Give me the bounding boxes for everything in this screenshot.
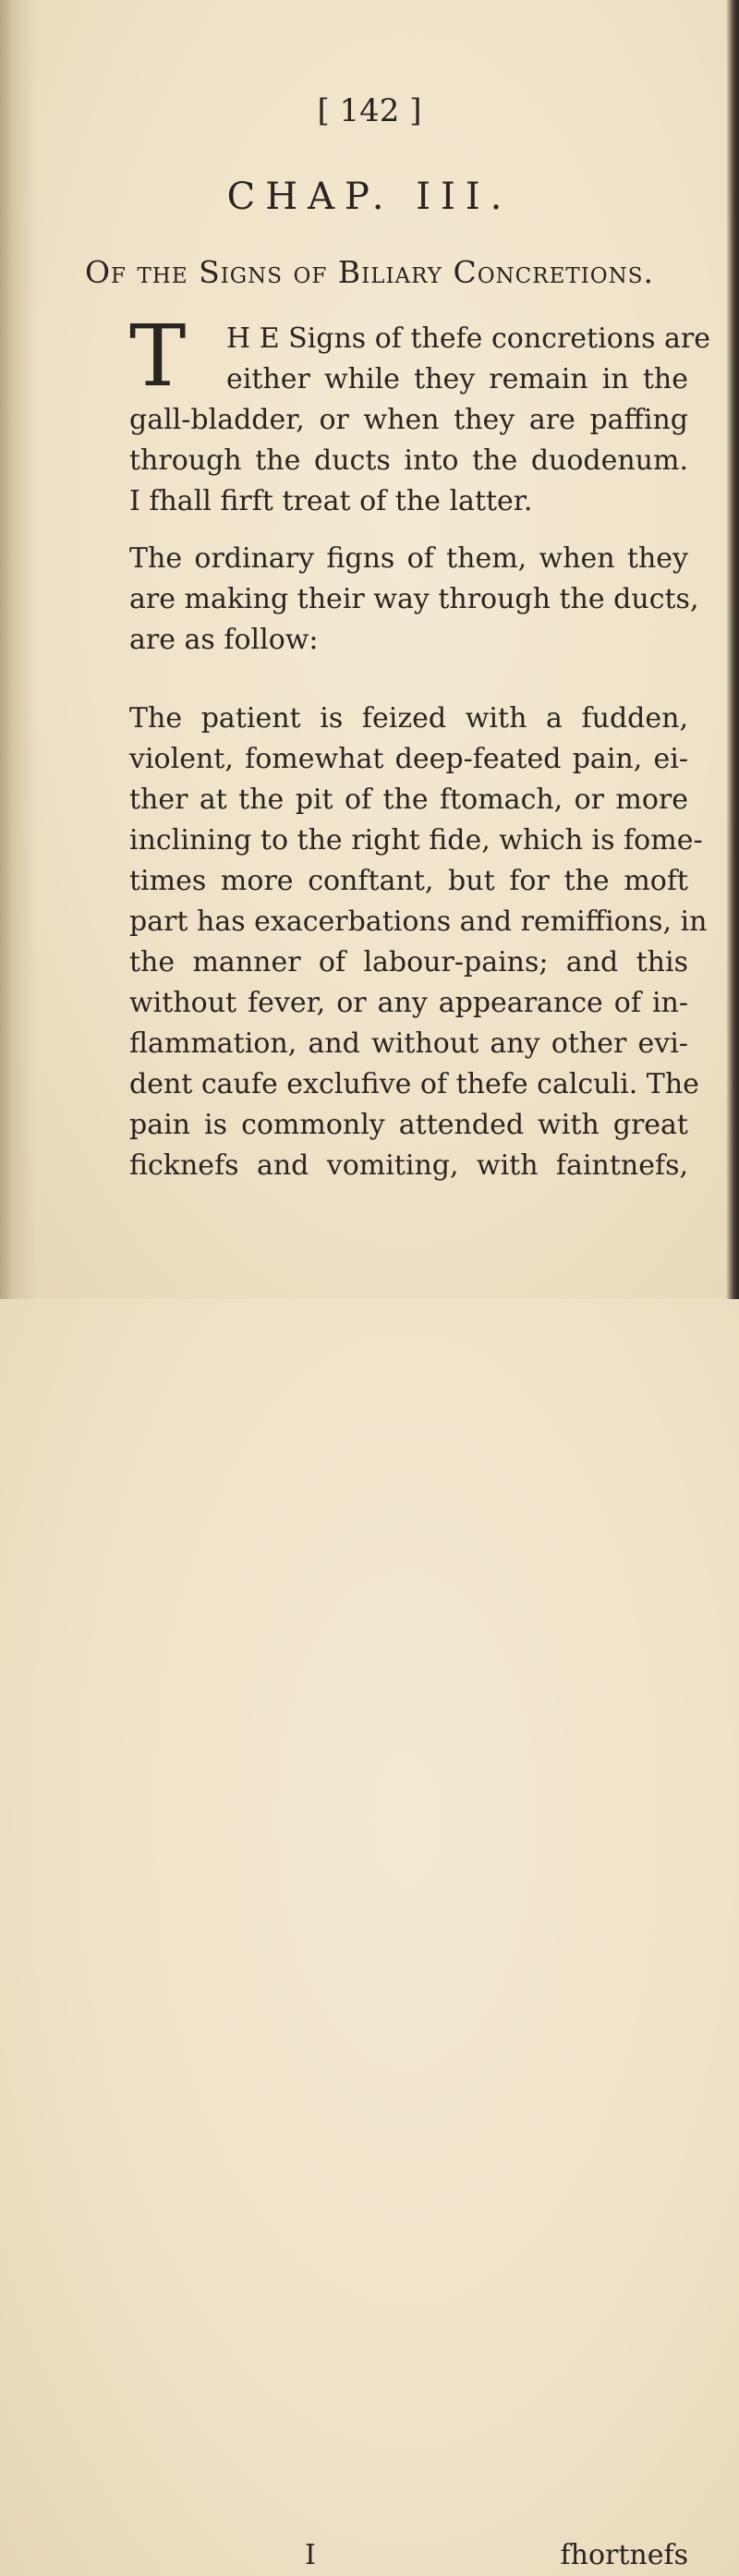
- text-line: part has exacerbations and remiffions, in: [129, 905, 708, 938]
- drop-cap: T: [129, 307, 187, 406]
- text-line: dent caufe exclufive of thefe calculi. The: [129, 1068, 699, 1100]
- text-line: gall-bladder, or when they are paffing: [129, 404, 688, 436]
- catchword: fhortnefs: [560, 2539, 688, 2571]
- chapter-title: Of the Signs of Biliary Concretions.: [84, 254, 655, 290]
- signature-mark: I: [305, 2539, 316, 2571]
- paragraph-patient-symptoms: [129, 699, 708, 1186]
- text-line: The ordinary figns of them, when they: [129, 542, 688, 575]
- text-line: violent, fomewhat deep-feated pain, ei-: [129, 743, 688, 775]
- text-line: flammation, and without any other evi-: [129, 1027, 688, 1060]
- text-line: either while they remain in the: [226, 363, 688, 395]
- text-line: the manner of labour-pains; and this: [129, 946, 688, 978]
- text-line: ficknefs and vomiting, with faintnefs,: [129, 1149, 688, 1182]
- text-line: The patient is feized with a fudden,: [129, 702, 688, 735]
- text-line: are making their way through the ducts,: [129, 583, 699, 615]
- text-line: are as follow:: [129, 624, 319, 656]
- text-line: H E Signs of thefe concretions are: [226, 322, 710, 355]
- text-line: pain is commonly attended with great: [129, 1109, 688, 1141]
- text-line: inclining to the right fide, which is fome-: [129, 824, 703, 857]
- text-line: without fever, or any appearance of in-: [129, 987, 688, 1019]
- text-line: ther at the pit of the ftomach, or more: [129, 784, 688, 816]
- paragraph-ordinary-signs: [129, 539, 699, 661]
- page-number: [ 142 ]: [317, 92, 422, 129]
- text-line: times more conftant, but for the moft: [129, 865, 688, 897]
- text-line: I fhall firft treat of the latter.: [129, 485, 533, 517]
- chapter-heading: CHAP. III.: [226, 176, 513, 218]
- text-line: through the ducts into the duodenum.: [129, 444, 688, 477]
- paragraph-intro: [129, 307, 710, 522]
- page-footer: [129, 1268, 688, 2571]
